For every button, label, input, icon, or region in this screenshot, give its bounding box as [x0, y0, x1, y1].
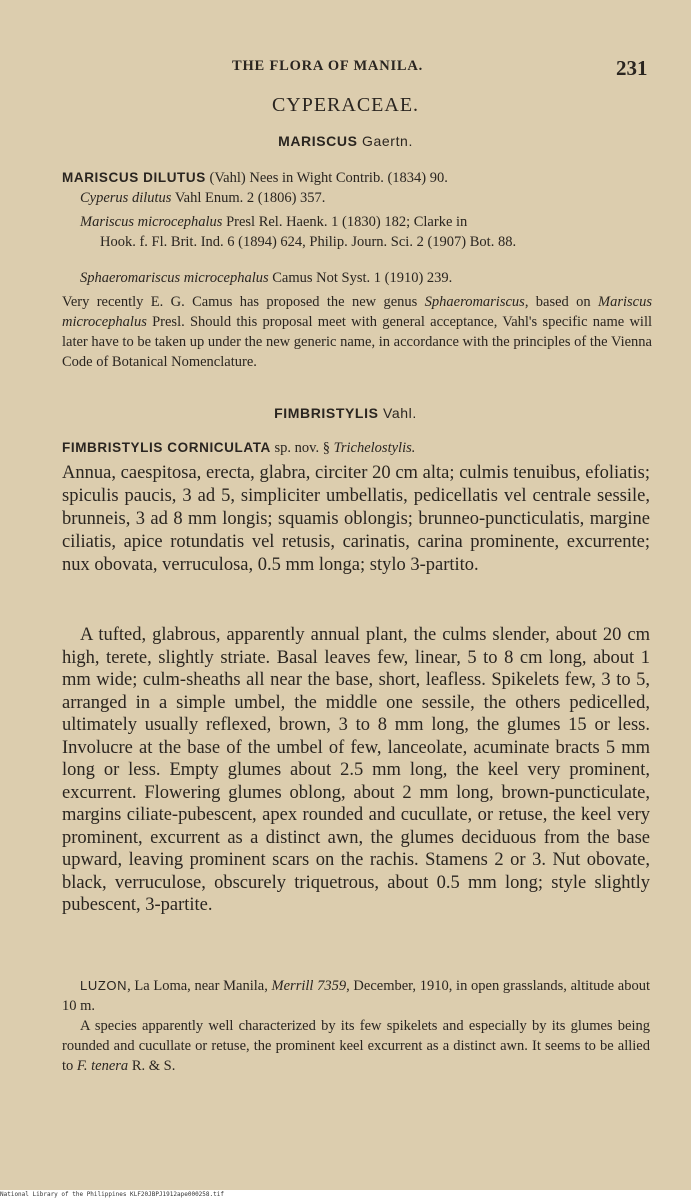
synonym-sphaeromariscus: [80, 268, 650, 288]
note-text: A species apparently well characterized by its few spikelets and especially by its glumes being rounded and cucullate or retuse, the prominent keel excurrent as a distinct awn. It seems to be allied to: [62, 1018, 650, 1074]
synonym-citation: Presl Rel. Haenk. 1 (1830) 182; Clarke in: [226, 214, 468, 230]
genus-heading-fimbristylis: [0, 405, 691, 421]
specimen-text: , December, 1910, in open grasslands, altitude about 10 m.: [62, 978, 650, 1014]
synonym-name: Sphaeromariscus microcephalus: [80, 270, 269, 286]
note-text: Presl. Should this proposal meet with general acceptance, Vahl's specific name will later have to be taken up under the new generic name, in accordance with the principles of the Vienna Code of Botanical Nomenclature.: [62, 314, 652, 370]
note-text: R. & S.: [128, 1058, 176, 1074]
specimen-collector: Merrill 7359: [271, 978, 347, 994]
synonym-citation-continued: Hook. f. Fl. Brit. Ind. 6 (1894) 624, Philip. Journ. Sci. 2 (1907) Bot. 88.: [100, 234, 517, 250]
note-text: Very recently E. G. Camus has proposed the new genus: [62, 294, 425, 310]
note-text: , based on: [524, 294, 599, 310]
species-section: Trichelostylis.: [333, 440, 416, 456]
specimen-citation: [62, 976, 650, 1016]
note-genus: Sphaeromariscus: [424, 294, 525, 310]
species-entry-fimbristylis-corniculata: [62, 438, 652, 458]
synonym-name: Mariscus microcephalus: [80, 214, 223, 230]
running-title: THE FLORA OF MANILA.: [232, 58, 424, 74]
species-entry-mariscus-dilutus: [62, 168, 652, 188]
species-name: FIMBRISTYLIS CORNICULATA: [62, 440, 271, 455]
note-species: Mariscus microcephalus: [62, 294, 652, 330]
affinity-note: [62, 1016, 650, 1076]
synonym-cyperus-dilutus: [80, 188, 650, 208]
species-status: sp. nov. §: [274, 440, 330, 456]
nomenclature-note: [62, 292, 652, 372]
genus-author: Vahl.: [383, 405, 417, 421]
english-description: A tufted, glabrous, apparently annual plant, the culms slender, about 20 cm high, terete, slightly striate. Basal leaves few, linear, 5 to 8 cm long, about 1 mm wide; culm-sheaths all near the base, short, leafless. Spikelets few, 3 to 5, arranged in a simple umbel, the middle one sessile, the others pedicelled, ultimately usually reflexed, brown, 3 to 8 mm long, the glumes 15 or less. Involucre at the base of the umbel of few, lanceolate, acuminate bracts 5 mm long or less. Empty glumes about 2.5 mm long, the keel very prominent, excurrent. Flowering glumes oblong, about 2 mm long, brown-puncticulate, margins ciliate-pubescent, apex rounded and cucullate, or retuse, the keel very prominent, excurrent as a distinct awn, the glumes deciduous from the base upward, leaving prominent scars on the rachis. Stamens 2 or 3. Nut obovate, black, verruculose, obscurely triquetrous, about 0.5 mm long; style slightly pubescent, 3-partite.: [62, 625, 650, 915]
specimen-locality: LUZON: [80, 978, 128, 993]
genus-name: FIMBRISTYLIS: [274, 405, 379, 421]
species-name: MARISCUS DILUTUS: [62, 170, 206, 185]
synonym-citation: Vahl Enum. 2 (1806) 357.: [174, 190, 326, 206]
scan-footer: National Library of the Philippines KLF20JBPJ1912ape000258.tif: [0, 1190, 691, 1200]
synonym-name: Cyperus dilutus: [80, 190, 172, 206]
genus-author: Gaertn.: [362, 133, 413, 149]
note-allied-species: F. tenera: [76, 1058, 129, 1074]
latin-description: Annua, caespitosa, erecta, glabra, circiter 20 cm alta; culmis tenuibus, efoliatis; spiculis paucis, 3 ad 5, simpliciter umbellatis, pedicellatis vel centrale sessile, brunneis, 3 ad 8 mm longis; squamis oblongis; brunneo-puncticulatis, margine ciliatis, apice rotundatis vel retusis, carinatis, carina prominente, excurrente; nux obovata, verruculosa, 0.5 mm longa; stylo 3-partito.: [62, 463, 650, 575]
family-heading: CYPERACEAE.: [271, 94, 420, 116]
genus-name: MARISCUS: [278, 133, 358, 149]
synonym-citation: Camus Not Syst. 1 (1910) 239.: [272, 270, 453, 286]
synonym-mariscus-microcephalus: [80, 212, 650, 252]
page-number: 231: [616, 56, 648, 80]
specimen-text: , La Loma, near Manila,: [127, 978, 272, 994]
species-citation: (Vahl) Nees in Wight Contrib. (1834) 90.: [209, 170, 448, 186]
genus-heading-mariscus: [0, 133, 691, 149]
